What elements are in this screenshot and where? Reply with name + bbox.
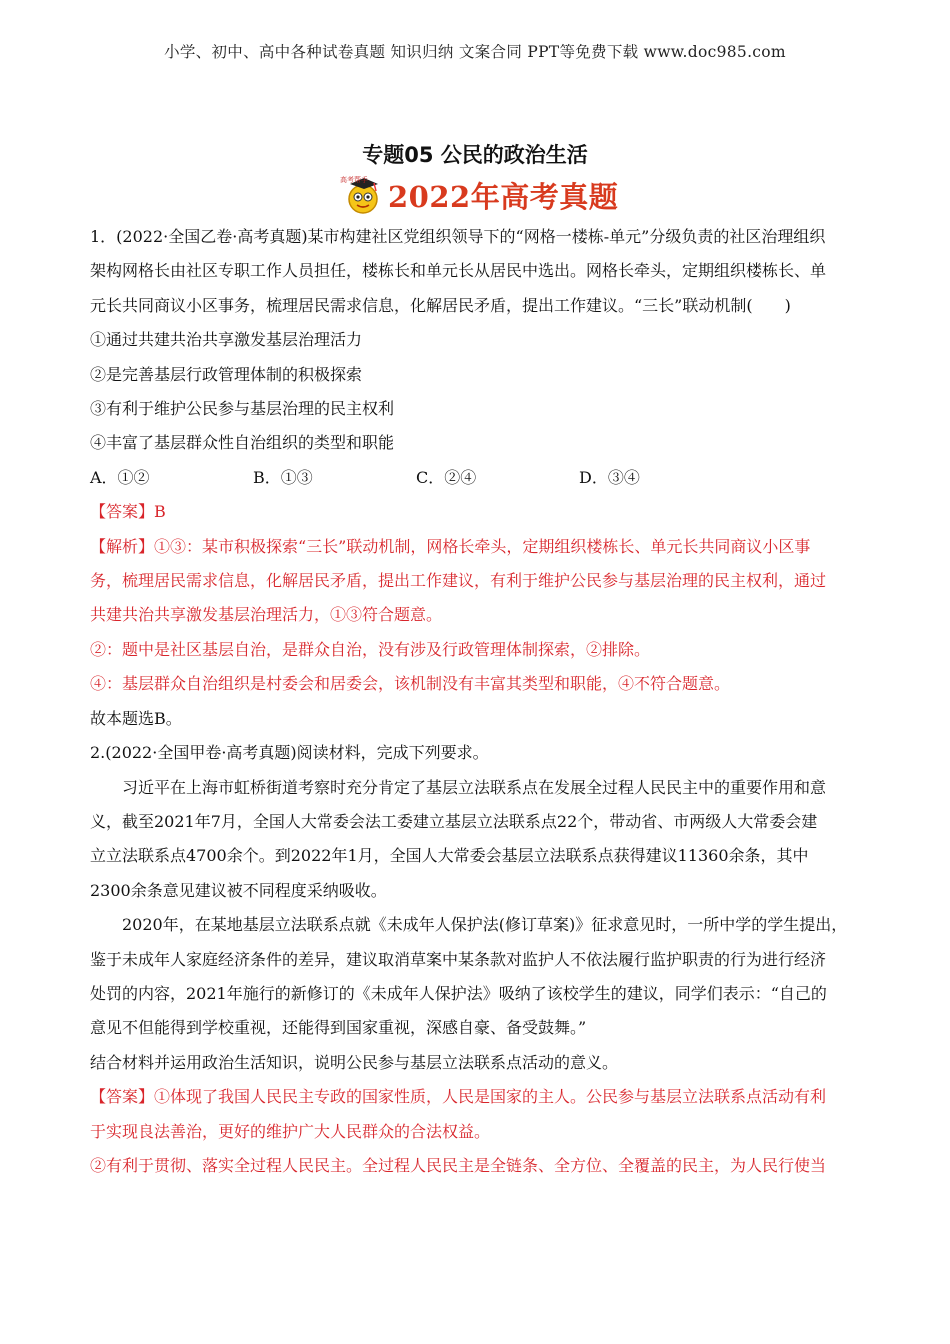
svg-text:高考帮手: 高考帮手	[340, 176, 368, 184]
q1-analysis-line: ②：题中是社区基层自治，是群众自治，没有涉及行政管理体制探索，②排除。	[90, 639, 651, 659]
q2-material-line: 2020年，在某地基层立法联系点就《未成年人保护法(修订草案)》征求意见时，一所中学的学生提出，	[122, 915, 848, 935]
q1-analysis-line: ④：基层群众自治组织是村委会和居委会，该机制没有丰富其类型和职能，④不符合题意。	[90, 674, 731, 694]
q1-analysis-line: 【解析】①③：某市积极探索“三长”联动机制，网格长牵头，定期组织楼栋长、单元长共同商议小区事	[90, 536, 811, 556]
option-d: D．③④	[579, 467, 640, 487]
q1-answer: 【答案】B	[90, 502, 166, 522]
q2-material-line: 习近平在上海市虹桥街道考察时充分肯定了基层立法联系点在发展全过程人民民主中的重要作用和意	[122, 777, 827, 797]
banner-title: 2022年高考真题	[388, 179, 619, 214]
page-header: 小学、初中、高中各种试卷真题 知识归纳 文案合同 PPT等免费下载 www.doc985.com	[164, 43, 786, 61]
q2-material-line: 义，截至2021年7月，全国人大常委会法工委建立基层立法联系点22个，带动省、市两级人大常委会建	[90, 811, 818, 831]
q1-statement: ③有利于维护公民参与基层治理的民主权利	[90, 399, 395, 419]
q1-options	[90, 461, 870, 495]
q1-conclusion: 故本题选B。	[90, 708, 182, 728]
q2-material-line: 立立法联系点4700余个。到2022年1月，全国人大常委会基层立法联系点获得建议11360余条，其中	[90, 846, 809, 866]
option-c: C．②④	[416, 467, 477, 487]
q1-statement: ①通过共建共治共享激发基层治理活力	[90, 330, 363, 350]
page-title: 专题05 公民的政治生活	[362, 143, 588, 167]
q1-stem-line: 架构网格长由社区专职工作人员担任，楼栋长和单元长从居民中选出。网格长牵头，定期组织楼栋长、单	[90, 261, 827, 281]
q2-task: 结合材料并运用政治生活知识，说明公民参与基层立法联系点活动的意义。	[90, 1052, 619, 1072]
q2-answer-line: 【答案】①体现了我国人民民主专政的国家性质，人民是国家的主人。公民参与基层立法联系点活动有利	[90, 1087, 827, 1107]
option-b: B．①③	[253, 467, 313, 487]
q1-stem-line: 1．(2022·全国乙卷·高考真题)某市构建社区党组织领导下的“网格一楼栋-单元”分级负责的社区治理组织	[90, 227, 826, 246]
question-1	[90, 220, 870, 736]
q1-stem-line: 元长共同商议小区事务，梳理居民需求信息，化解居民矛盾，提出工作建议。“三长”联动机制( )	[90, 295, 791, 315]
exam-banner	[338, 172, 618, 218]
q2-material-line: 2300余条意见建议被不同程度采纳吸收。	[90, 880, 387, 900]
q2-material-line: 处罚的内容，2021年施行的新修订的《未成年人保护法》吸纳了该校学生的建议，同学们表示：“自己的	[90, 983, 827, 1003]
q2-answer-line: ②有利于贯彻、落实全过程人民民主。全过程人民民主是全链条、全方位、全覆盖的民主，为人民行使当	[90, 1155, 827, 1175]
q1-statement: ②是完善基层行政管理体制的积极探索	[90, 364, 363, 384]
q1-analysis-line: 务，梳理居民需求信息，化解居民矛盾，提出工作建议，有利于维护公民参与基层治理的民主权利，通过	[90, 571, 827, 591]
option-a: A．①②	[90, 467, 150, 487]
q2-answer-line: 于实现良法善治，更好的维护广大人民群众的合法权益。	[90, 1121, 491, 1141]
q2-material-line: 鉴于未成年人家庭经济条件的差异，建议取消草案中某条款对监护人不依法履行监护职责的行为进行经济	[90, 949, 827, 969]
q2-stem: 2.(2022·全国甲卷·高考真题)阅读材料，完成下列要求。	[90, 743, 489, 763]
q2-material-line: 意见不但能得到学校重视，还能得到国家重视，深感自豪、备受鼓舞。”	[90, 1018, 587, 1038]
mascot-logo-icon	[338, 172, 384, 218]
q1-analysis-line: 共建共治共享激发基层治理活力，①③符合题意。	[90, 605, 443, 625]
q1-statement: ④丰富了基层群众性自治组织的类型和职能	[90, 433, 395, 453]
document-body	[90, 220, 870, 1183]
question-2	[90, 736, 870, 1183]
